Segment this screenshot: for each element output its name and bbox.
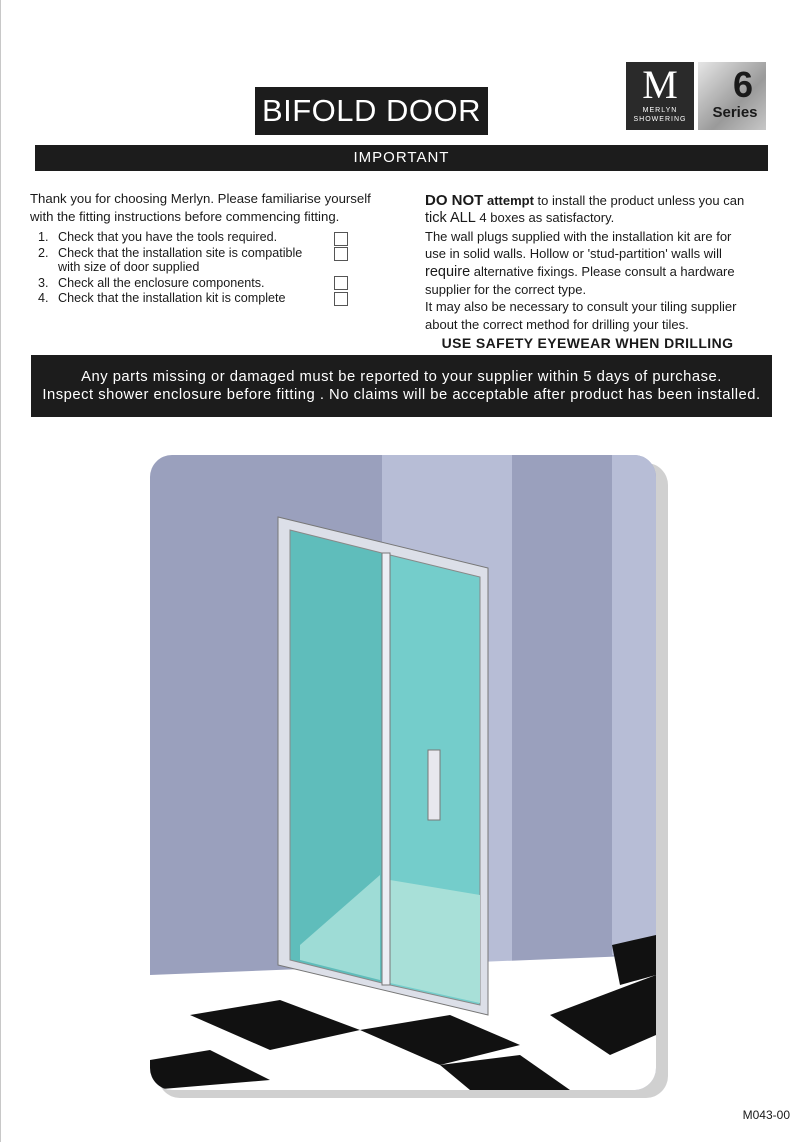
warning-line-5 [425,263,770,281]
important-banner: IMPORTANT [35,145,768,171]
tick-all-label: tick ALL [425,210,476,227]
notice-line-1: Any parts missing or damaged must be reported to your supplier within 5 days of purchase. [81,369,722,385]
side-wall [512,455,612,1015]
series-logo [698,62,766,130]
document-code: M043-00 [742,1108,790,1122]
intro-line-2: with the fitting instructions before commencing fitting. [30,209,340,224]
checklist-item [38,291,358,306]
item-number: 3. [38,275,49,290]
merlyn-logo [626,62,694,130]
series-number: 6 [732,64,754,105]
item-text: Check that the installation site is compatible [58,245,303,260]
require-label: require [425,263,471,280]
intro-text [30,190,400,226]
warning-line-3: The wall plugs supplied with the installation kit are for [425,228,732,244]
item-text: Check all the enclosure components. [58,275,265,290]
checkbox-tools[interactable] [334,232,348,246]
checklist-item [38,230,358,245]
item-number: 1. [38,230,49,244]
notice-line-2: Inspect shower enclosure before fitting . No claims will be acceptable after product has been installed. [42,386,761,403]
scene [150,455,656,1090]
right-wall [612,455,656,955]
logo-sub: SHOWERING [633,116,687,123]
page-title: BIFOLD DOOR [255,87,488,135]
checklist-item [38,246,358,275]
series-label: Series [712,104,758,121]
notice-banner [31,355,772,417]
door-handle [428,750,440,820]
item-text-continued: with size of door supplied [58,260,200,274]
shower-tray-right [390,880,480,1003]
door-hinge-bar [382,553,390,985]
warning-line-6: supplier for the correct type. [425,282,587,298]
checkbox-kit[interactable] [334,292,348,306]
warning-line-7: It may also be necessary to consult your tiling supplier [425,299,737,315]
warning-text-2: 4 boxes as satisfactory. [475,210,615,226]
warning-line-1 [425,192,770,209]
logo-brand: MERLYN [642,107,678,114]
warning-line-8: about the correct method for drilling your tiles. [425,316,689,332]
checklist-item [38,276,358,291]
intro-line-1: Thank you for choosing Merlyn. Please familiarise yourself [30,191,371,206]
warning-line-4: use in solid walls. Hollow or 'stud-partition' walls will [425,246,722,262]
logo-letter: M [642,62,678,107]
warning-text-5: alternative fixings. Please consult a hardware [470,263,735,279]
page-edge [0,0,1,1142]
warning-text [425,192,770,333]
item-text: Check that you have the tools required. [58,230,278,244]
checklist [38,230,358,307]
item-number: 4. [38,291,49,305]
checkbox-components[interactable] [334,276,348,290]
checkbox-site[interactable] [334,247,348,261]
do-not-label: DO NOT [425,192,484,209]
warning-text-1: to install the product unless you can [533,193,745,208]
safety-warning: USE SAFETY EYEWEAR WHEN DRILLING [441,335,734,351]
item-number: 2. [38,245,49,260]
shower-door-illustration [150,455,670,1100]
attempt-label: attempt [486,193,534,208]
item-text: Check that the installation kit is complete [58,291,286,305]
warning-line-2 [425,209,770,227]
